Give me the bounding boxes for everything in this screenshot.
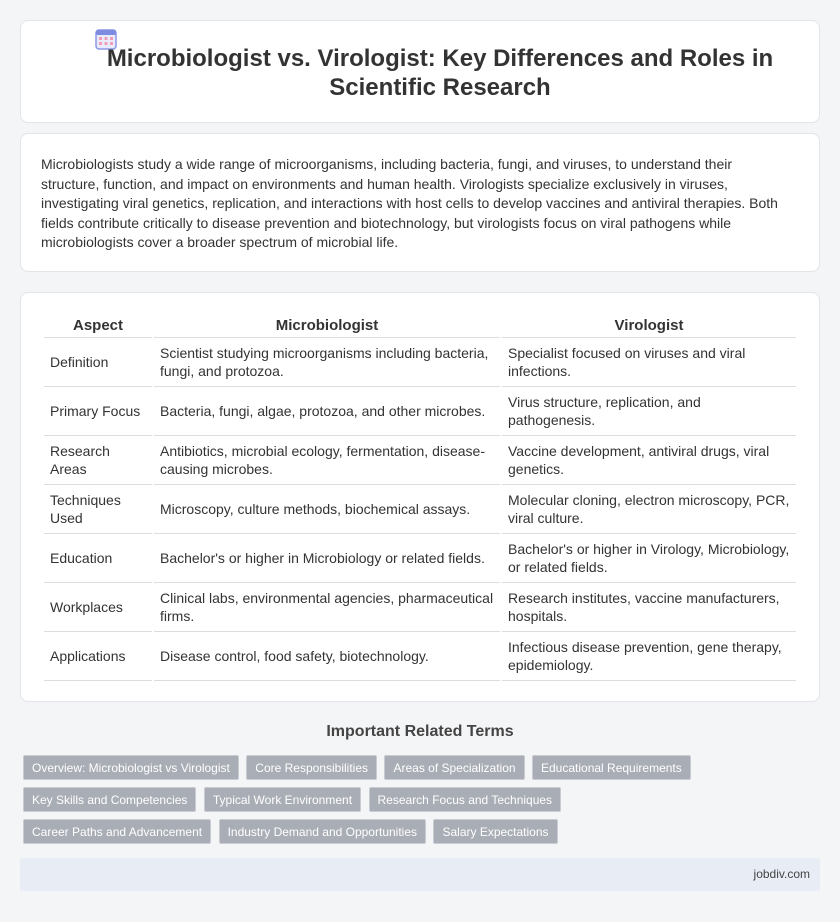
microbiologist-cell: Bachelor's or higher in Microbiology or related fields. <box>154 534 500 583</box>
aspect-cell: Techniques Used <box>44 485 152 534</box>
table-row <box>44 485 796 534</box>
related-term-tag[interactable]: Salary Expectations <box>433 819 557 844</box>
aspect-cell: Research Areas <box>44 436 152 485</box>
table-row <box>44 583 796 632</box>
microbiologist-cell: Antibiotics, microbial ecology, fermentation, disease-causing microbes. <box>154 436 500 485</box>
table-row <box>44 387 796 436</box>
intro-paragraph: Microbiologists study a wide range of microorganisms, including bacteria, fungi, and viruses, to understand their structure, function, and impact on environments and human health. Virologists specialize exclusively in viruses, investigating viral genetics, replication, and interactions with host cells to develop vaccines and antiviral therapies. Both fields contribute critically to disease prevention and biotechnology, but virologists focus on viral pathogens while microbiologists cover a broader spectrum of microbial life. <box>41 156 778 251</box>
header-virologist: Virologist <box>502 315 796 338</box>
aspect-cell: Definition <box>44 338 152 387</box>
table-row <box>44 632 796 681</box>
virologist-cell: Vaccine development, antiviral drugs, viral genetics. <box>502 436 796 485</box>
header-microbiologist: Microbiologist <box>154 315 500 338</box>
virologist-cell: Specialist focused on viruses and viral infections. <box>502 338 796 387</box>
table-row <box>44 534 796 583</box>
related-term-tag[interactable]: Career Paths and Advancement <box>23 819 211 844</box>
virologist-cell: Molecular cloning, electron microscopy, PCR, viral culture. <box>502 485 796 534</box>
related-term-tag[interactable]: Overview: Microbiologist vs Virologist <box>23 755 239 780</box>
related-term-tag[interactable]: Research Focus and Techniques <box>369 787 562 812</box>
comparison-card <box>20 292 820 702</box>
virologist-cell: Virus structure, replication, and pathogenesis. <box>502 387 796 436</box>
comparison-table <box>42 315 798 681</box>
page-title: Microbiologist vs. Virologist: Key Differences and Roles in Scientific Research <box>106 45 774 101</box>
table-row <box>44 436 796 485</box>
related-terms-list <box>23 755 743 851</box>
related-term-tag[interactable]: Core Responsibilities <box>246 755 377 780</box>
table-row <box>44 338 796 387</box>
intro-card <box>20 133 820 272</box>
virologist-cell: Research institutes, vaccine manufacturers, hospitals. <box>502 583 796 632</box>
aspect-cell: Education <box>44 534 152 583</box>
related-term-tag[interactable]: Key Skills and Competencies <box>23 787 196 812</box>
related-term-tag[interactable]: Industry Demand and Opportunities <box>219 819 426 844</box>
header-aspect: Aspect <box>44 315 152 338</box>
aspect-cell: Applications <box>44 632 152 681</box>
aspect-cell: Workplaces <box>44 583 152 632</box>
related-term-tag[interactable]: Typical Work Environment <box>204 787 361 812</box>
virologist-cell: Bachelor's or higher in Virology, Microbiology, or related fields. <box>502 534 796 583</box>
microbiologist-cell: Microscopy, culture methods, biochemical assays. <box>154 485 500 534</box>
footer <box>20 858 820 891</box>
footer-site-link[interactable]: jobdiv.com <box>753 867 810 881</box>
table-header-row <box>44 315 796 338</box>
related-term-tag[interactable]: Areas of Specialization <box>384 755 524 780</box>
aspect-cell: Primary Focus <box>44 387 152 436</box>
related-terms-heading: Important Related Terms <box>326 723 514 740</box>
microbiologist-cell: Clinical labs, environmental agencies, pharmaceutical firms. <box>154 583 500 632</box>
related-term-tag[interactable]: Educational Requirements <box>532 755 691 780</box>
microbiologist-cell: Scientist studying microorganisms including bacteria, fungi, and protozoa. <box>154 338 500 387</box>
microbiologist-cell: Disease control, food safety, biotechnology. <box>154 632 500 681</box>
title-card <box>20 20 820 123</box>
virologist-cell: Infectious disease prevention, gene therapy, epidemiology. <box>502 632 796 681</box>
microbiologist-cell: Bacteria, fungi, algae, protozoa, and other microbes. <box>154 387 500 436</box>
